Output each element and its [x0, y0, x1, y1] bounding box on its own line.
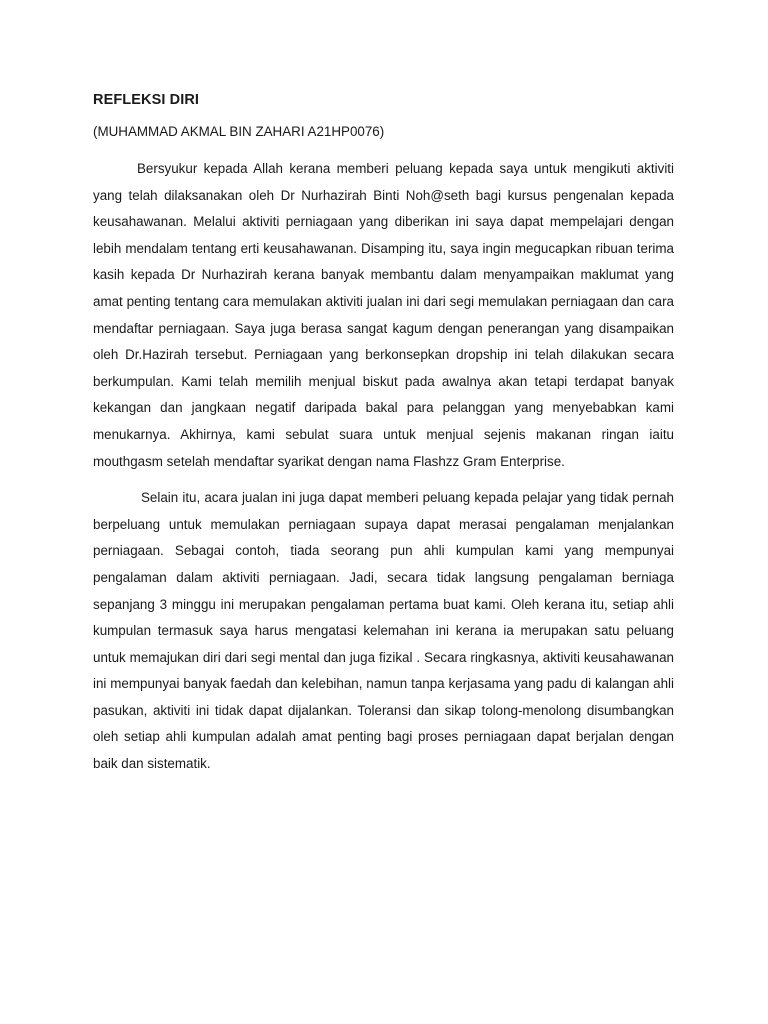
- document-body: [93, 91, 674, 778]
- author-line: (MUHAMMAD AKMAL BIN ZAHARI A21HP0076): [93, 124, 385, 139]
- paragraph-2: Selain itu, acara jualan ini juga dapat memberi peluang kepada pelajar yang tidak pernah berpeluang untuk memulakan perniagaan supaya dapat merasai pengalaman menjalankan perniagaan. Sebagai contoh, tiada seorang pun ahli kumpulan kami yang mempunyai pengalaman dalam aktiviti perniagaan. Jadi, secara tidak langsung pengalaman berniaga sepanjang 3 minggu ini merupakan pengalaman pertama buat kami. Oleh kerana itu, setiap ahli kumpulan termasuk saya harus mengatasi kelemahan ini kerana ia merupakan satu peluang untuk memajukan diri dari segi mental dan juga fizikal . Secara ringkasnya, aktiviti keusahawanan ini mempunyai banyak faedah dan kelebihan, namun tanpa kerjasama yang padu di kalangan ahli pasukan, aktiviti ini tidak dapat dijalankan. Toleransi dan sikap tolong-menolong disumbangkan oleh setiap ahli kumpulan adalah amat penting bagi proses perniagaan dapat berjalan dengan baik dan sistematik.: [93, 490, 674, 772]
- document-title: REFLEKSI DIRI: [93, 92, 200, 108]
- paragraph-1: Bersyukur kepada Allah kerana memberi peluang kepada saya untuk mengikuti aktiviti yang telah dilaksanakan oleh Dr Nurhazirah Binti Noh@seth bagi kursus pengenalan kepada keusahawanan. Melalui aktiviti perniagaan yang diberikan ini saya dapat mempelajari dengan lebih mendalam tentang erti keusahawanan. Disamping itu, saya ingin megucapkan ribuan terima kasih kepada Dr Nurhazirah kerana banyak membantu dalam menyampaikan maklumat yang amat penting tentang cara memulakan aktiviti jualan ini dari segi memulakan perniagaan dan cara mendaftar perniagaan. Saya juga berasa sangat kagum dengan penerangan yang disampaikan oleh Dr.Hazirah tersebut. Perniagaan yang berkonsepkan dropship ini telah dilakukan secara berkumpulan. Kami telah memilih menjual biskut pada awalnya akan tetapi terdapat banyak kekangan dan jangkaan negatif daripada bakal para pelanggan yang menyebabkan kami menukarnya. Akhirnya, kami sebulat suara untuk menjual sejenis makanan ringan iaitu mouthgasm setelah mendaftar syarikat dengan nama Flashzz Gram Enterprise.: [93, 161, 674, 469]
